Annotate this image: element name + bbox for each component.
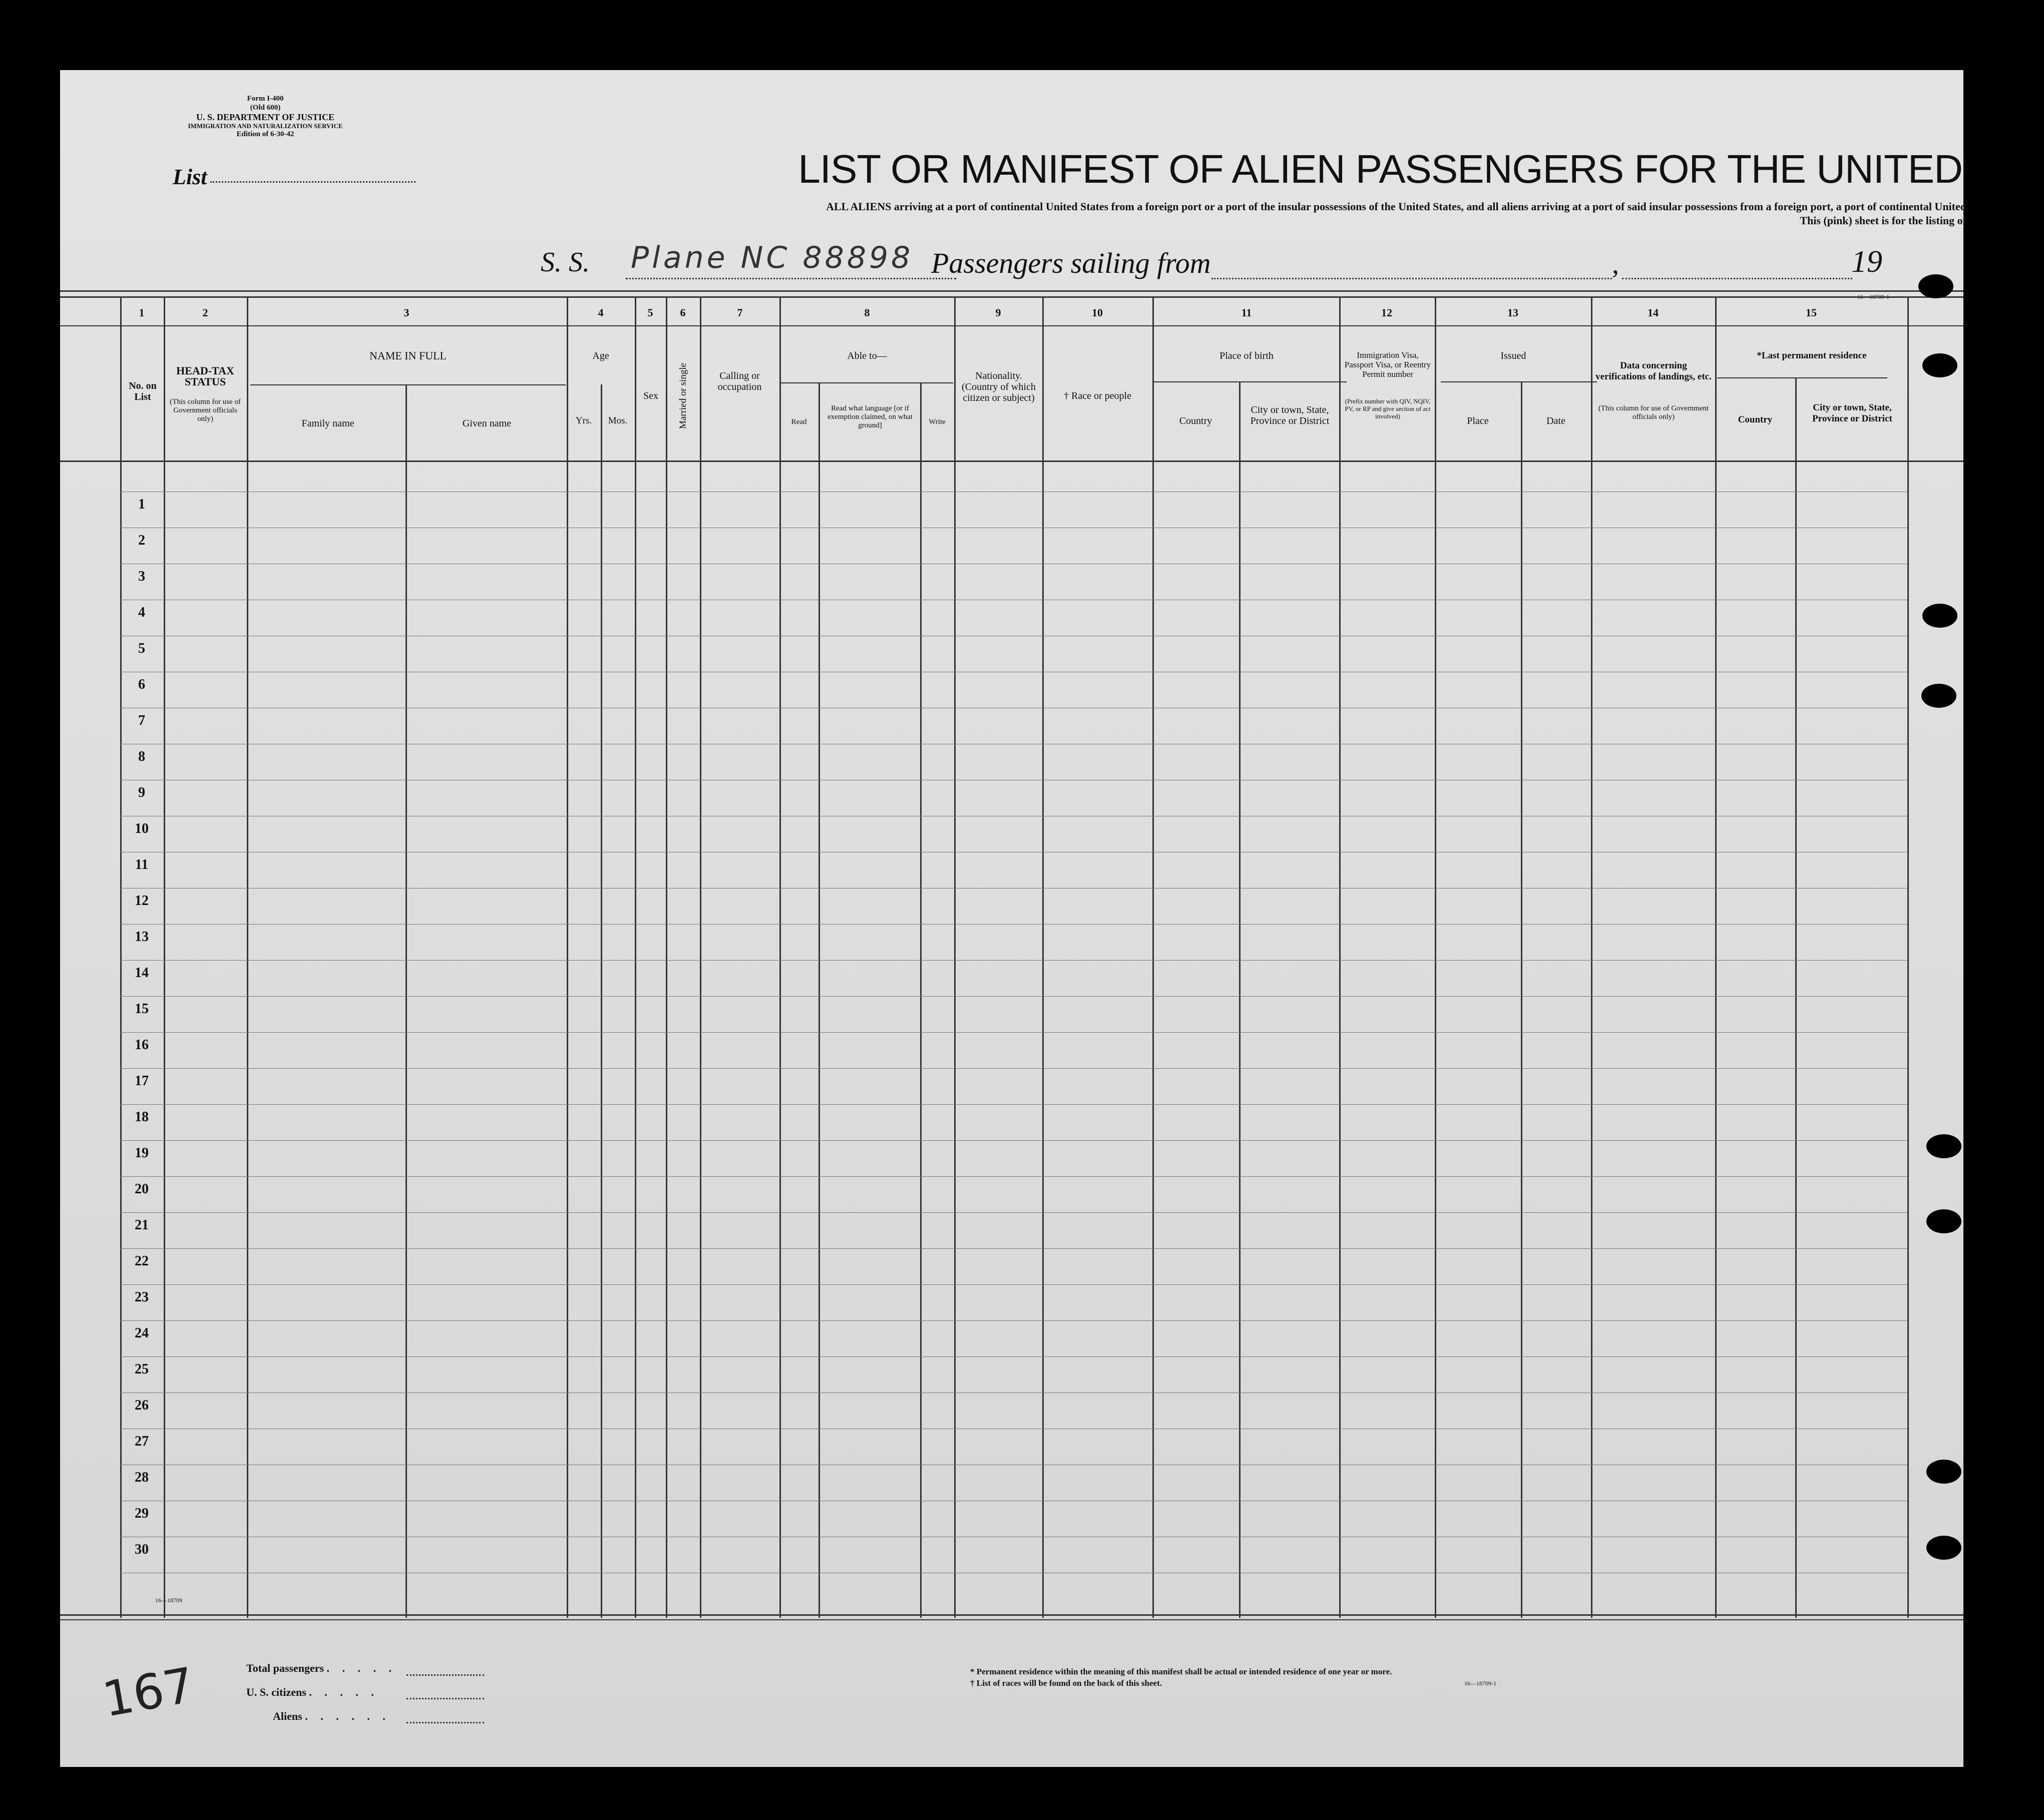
sailing-label: Passengers sailing from — [931, 247, 1211, 279]
row-number: 12 — [135, 893, 149, 908]
col-number: 2 — [202, 306, 208, 319]
row-number: 16 — [135, 1037, 149, 1053]
us-citizens-blank — [406, 1698, 484, 1699]
vessel-blank — [626, 278, 956, 279]
subcol-rule — [601, 384, 602, 1618]
subcol-rule — [1239, 382, 1241, 1618]
row-number: 10 — [135, 821, 149, 836]
col6-header: Married or single — [678, 363, 688, 429]
aliens-text: Aliens — [273, 1710, 302, 1722]
row-rule — [120, 1248, 1907, 1249]
row-number: 26 — [135, 1398, 149, 1413]
row-number: 9 — [138, 785, 145, 800]
punch-hole — [1921, 684, 1956, 708]
row-number: 24 — [135, 1325, 149, 1341]
total-passengers-text: Total passengers — [246, 1662, 324, 1674]
table-bottom-rule-2 — [60, 1619, 1963, 1620]
punch-hole — [1926, 1536, 1961, 1560]
col-rule — [120, 296, 122, 1618]
col-rule — [1907, 296, 1909, 1618]
col-rule — [954, 296, 956, 1618]
col-rule — [164, 296, 165, 1618]
col9-header: Nationality. (Country of which citizen or subject) — [962, 370, 1036, 403]
col-number: 8 — [864, 306, 870, 319]
subcol-rule — [1795, 378, 1797, 1618]
leader-dots: . . . . . — [326, 1662, 397, 1674]
row-number: 17 — [135, 1073, 149, 1089]
total-passengers-blank — [406, 1674, 484, 1676]
colnum-rule — [60, 325, 1963, 326]
col-number: 3 — [403, 306, 410, 319]
row-number: 11 — [135, 857, 149, 872]
subcol-rule — [819, 383, 820, 1618]
row-rule — [120, 1212, 1907, 1213]
col4-yrs: Yrs. — [575, 415, 592, 426]
ss-label: S. S. — [541, 247, 590, 278]
punch-hole — [1918, 274, 1953, 298]
row-number: 8 — [138, 749, 145, 764]
aliens-blank — [406, 1722, 484, 1723]
col-rule — [1715, 296, 1717, 1618]
year-prefix: 19 — [1851, 245, 1882, 279]
row-number: 18 — [135, 1109, 149, 1125]
punch-hole — [1922, 353, 1957, 377]
row-number: 25 — [135, 1361, 149, 1377]
col12-note: (Prefix number with QIV, NQIV, PV, or RP and give section of act involved) — [1345, 397, 1431, 420]
col10-header: † Race or people — [1064, 390, 1131, 401]
form-service: IMMIGRATION AND NATURALIZATION SERVICE — [188, 122, 343, 130]
col-rule — [1042, 296, 1044, 1618]
col-number: 5 — [647, 306, 653, 319]
col2-title: HEAD-TAX STATUS — [176, 364, 234, 388]
row-rule — [120, 1068, 1907, 1069]
col11-country: Country — [1179, 415, 1212, 426]
row-number: 15 — [135, 1001, 149, 1017]
col-rule — [700, 296, 701, 1618]
leader-dots: . . . . . . — [305, 1710, 390, 1722]
col-number: 10 — [1092, 306, 1103, 319]
subcol-rule — [920, 383, 922, 1618]
subcol-rule — [405, 385, 407, 1618]
manifest-sheet — [60, 70, 1966, 1767]
row-number: 19 — [135, 1145, 149, 1161]
col-number: 7 — [737, 306, 743, 319]
col15-title: *Last permanent residence — [1757, 350, 1867, 361]
col-number: 12 — [1381, 306, 1392, 319]
col-rule — [666, 296, 667, 1618]
col12-title: Immigration Visa, Passport Visa, or Reentry Permit number — [1344, 350, 1431, 379]
col-number: 6 — [680, 306, 686, 319]
col-number: 11 — [1241, 306, 1252, 319]
row-rule — [120, 996, 1907, 997]
row-number: 7 — [138, 713, 145, 728]
issued-subrule — [1441, 381, 1597, 382]
row-number: 30 — [135, 1542, 149, 1557]
row-number: 5 — [138, 641, 145, 656]
col7-header: Calling or occupation — [717, 370, 762, 392]
list-blank — [210, 181, 416, 183]
col13-place: Place — [1467, 415, 1489, 426]
table-bottom-rule — [60, 1614, 1963, 1616]
row-number: 27 — [135, 1434, 149, 1449]
row-number: 3 — [138, 569, 145, 584]
col14-title: Data concerning verifications of landings, etc. — [1595, 360, 1712, 382]
row-number: 4 — [138, 605, 145, 620]
residence-subrule — [1717, 377, 1887, 378]
subtitle-line-1: ALL ALIENS arriving at a port of continental United States from a foreign port or a port of the insular possessions of the United States, and all aliens arriving at a port of said insular possessions from a foreign port, a port of continental United — [826, 200, 1966, 213]
row-rule — [120, 1176, 1907, 1177]
subtitle-line-2: This (pink) sheet is for the listing of — [1800, 214, 1966, 227]
col13-title: Issued — [1500, 350, 1526, 361]
row-number: 13 — [135, 929, 149, 945]
col5-header: Sex — [643, 390, 658, 401]
col11-title: Place of birth — [1219, 350, 1274, 361]
table-top-rule-2 — [60, 296, 1963, 298]
aliens-label — [273, 1710, 390, 1723]
leader-dots: . . . . . — [309, 1686, 379, 1698]
form-old-id: (Old 600) — [250, 104, 281, 112]
footnote-permanent: * Permanent residence within the meaning of this manifest shall be actual or intended residence of one year or more. — [970, 1667, 1392, 1676]
col-number: 15 — [1806, 306, 1817, 319]
row-rule — [120, 924, 1907, 925]
row-rule — [120, 1104, 1907, 1105]
handwritten-margin-number: 167 — [98, 1656, 199, 1728]
footnote-races: † List of races will be found on the back of this sheet. — [970, 1678, 1162, 1688]
punch-hole — [1922, 604, 1957, 628]
form-department: U. S. DEPARTMENT OF JUSTICE — [196, 112, 335, 122]
corner-code: 16—18709-1 — [1857, 293, 1889, 300]
us-citizens-label — [246, 1686, 379, 1699]
page-title: LIST OR MANIFEST OF ALIEN PASSENGERS FOR THE UNITED — [798, 147, 1962, 191]
row-number: 6 — [138, 677, 145, 692]
row-number: 28 — [135, 1470, 149, 1485]
col-number: 9 — [995, 306, 1001, 319]
row-number: 22 — [135, 1253, 149, 1269]
col-rule — [247, 296, 248, 1618]
header-bottom-rule — [60, 461, 1963, 462]
col-rule — [1339, 296, 1341, 1618]
punch-hole — [1926, 1460, 1961, 1484]
sailing-date-blank — [1622, 278, 1852, 279]
col11-city: City or town, State, Province or District — [1250, 404, 1330, 426]
col15-city: City or town, State, Province or District — [1812, 402, 1892, 424]
row-rule — [120, 1320, 1907, 1321]
birth-subrule — [1154, 381, 1347, 382]
punch-hole — [1926, 1209, 1961, 1233]
col3-title: NAME IN FULL — [369, 349, 447, 362]
row-rule — [120, 1032, 1907, 1033]
col-number: 14 — [1648, 306, 1659, 319]
list-label: List — [173, 165, 207, 189]
able-subrule — [781, 382, 953, 383]
punch-hole — [1926, 1134, 1961, 1158]
col-rule — [635, 296, 636, 1618]
col8-language: Read what language [or if exemption claimed, on what ground] — [828, 404, 913, 429]
col4-mos: Mos. — [608, 415, 628, 426]
row-number: 14 — [135, 965, 149, 981]
col3-family: Family name — [301, 418, 354, 429]
form-id: Form I-400 — [247, 95, 284, 103]
col-number: 13 — [1507, 306, 1518, 319]
row-number: 20 — [135, 1181, 149, 1197]
col13-date: Date — [1546, 415, 1565, 426]
table-top-rule-1 — [60, 290, 1963, 292]
row-number: 2 — [138, 533, 145, 548]
form-header — [160, 94, 370, 139]
col-rule — [779, 296, 781, 1618]
col15-country: Country — [1738, 414, 1773, 425]
col8-read: Read — [791, 418, 807, 426]
total-passengers-label — [246, 1662, 396, 1675]
row-number: 21 — [135, 1217, 149, 1233]
col-rule — [1591, 296, 1592, 1618]
sailing-comma: , — [1612, 249, 1619, 280]
row-number: 29 — [135, 1506, 149, 1521]
col-number: 1 — [139, 306, 145, 319]
row-rule — [120, 1284, 1907, 1285]
row-number: 1 — [138, 497, 145, 512]
col14-note: (This column for use of Government officials only) — [1598, 404, 1709, 421]
col-number: 4 — [598, 306, 604, 319]
col8-write: Write — [929, 418, 946, 426]
subcol-rule — [1521, 382, 1522, 1618]
footnote-code: 16—18709-1 — [1464, 1680, 1496, 1687]
col8-title: Able to— — [847, 350, 887, 361]
col2-note: (This column for use of Government officials only) — [170, 398, 241, 423]
row-rule — [120, 1140, 1907, 1141]
bottom-code: 16—18709 — [155, 1597, 182, 1604]
form-edition: Edition of 6-30-42 — [236, 130, 294, 138]
row-number: 23 — [135, 1289, 149, 1305]
col1-header: No. on List — [129, 380, 157, 402]
col-rule — [1152, 296, 1154, 1618]
col4-title: Age — [592, 350, 609, 361]
col3-given: Given name — [462, 418, 512, 429]
sailing-port-blank — [1211, 278, 1612, 279]
name-subrule — [250, 384, 566, 385]
col-rule — [567, 296, 568, 1618]
us-citizens-text: U. S. citizens — [246, 1686, 306, 1698]
row-rule — [120, 960, 1907, 961]
row-rule — [120, 1356, 1907, 1357]
col-rule — [1435, 296, 1436, 1618]
vessel-name-handwritten: Plane NC 88898 — [631, 240, 914, 275]
